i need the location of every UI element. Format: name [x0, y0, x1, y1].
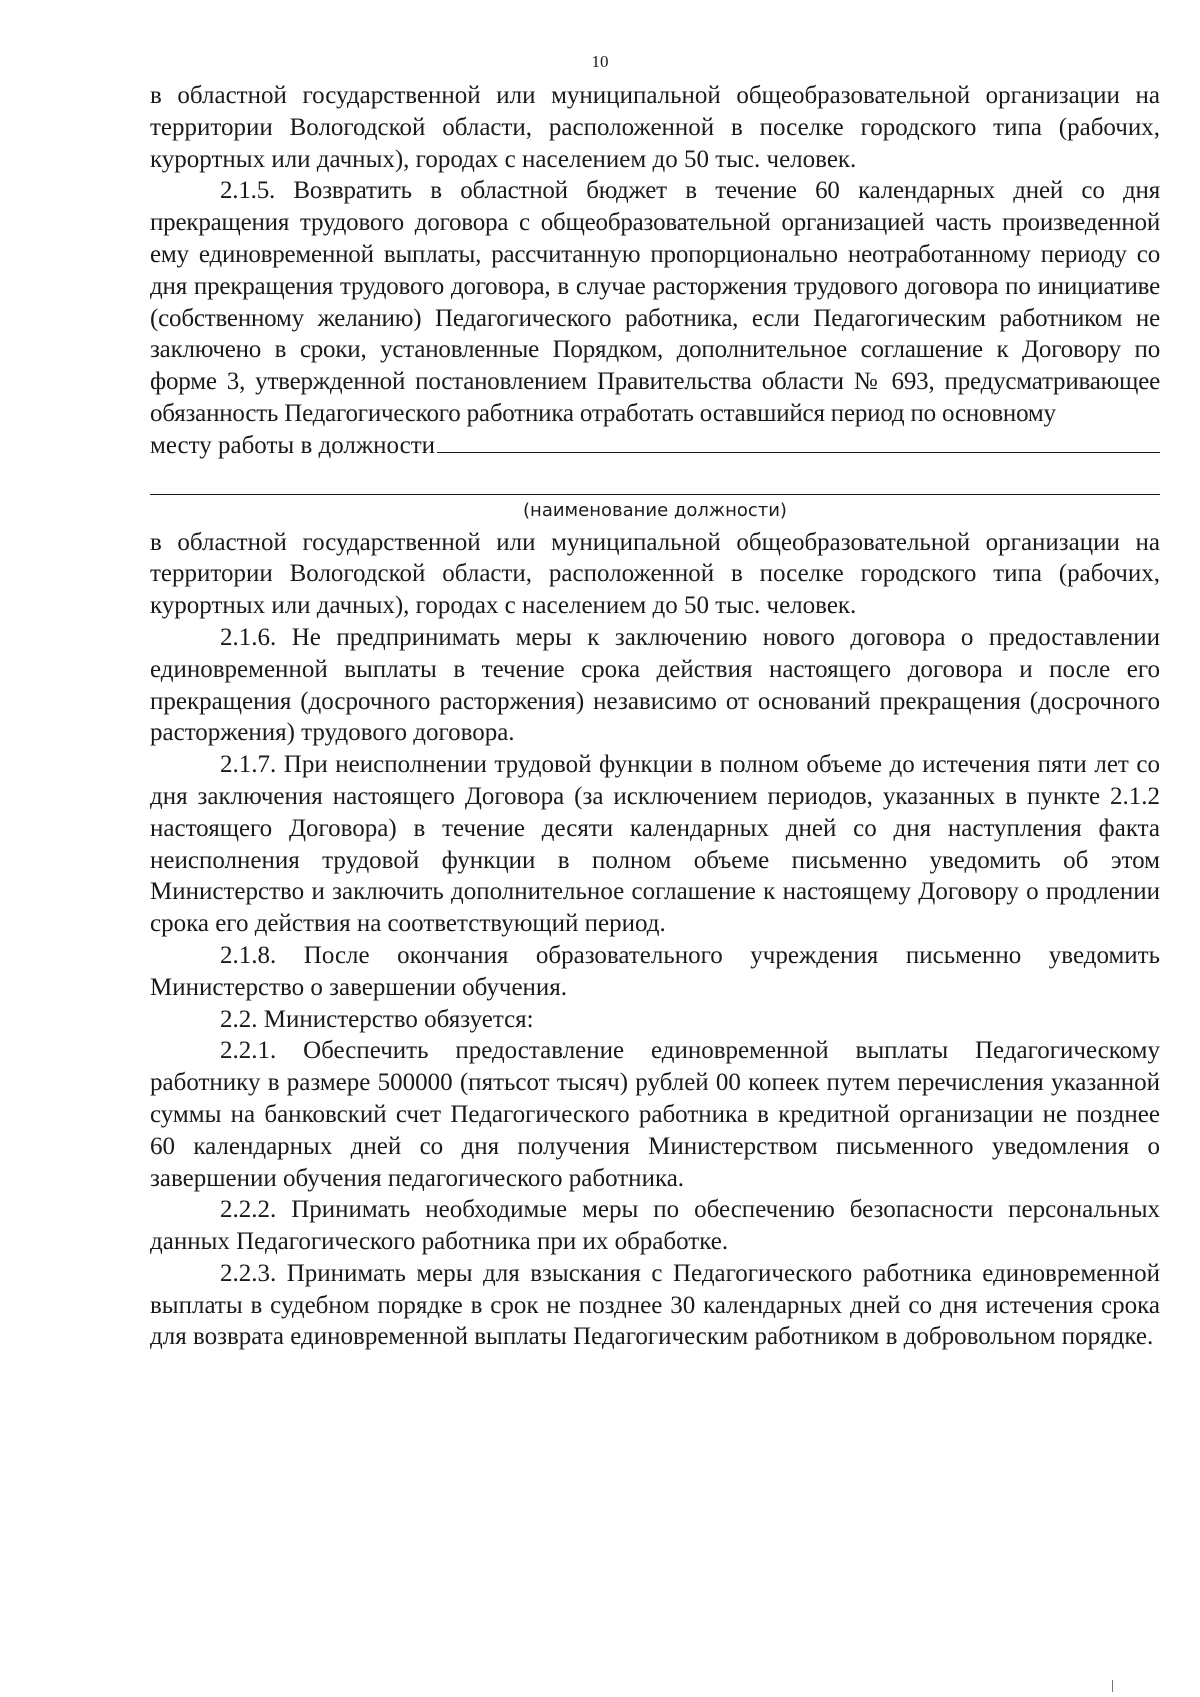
position-caption: (наименование должности): [523, 499, 787, 521]
position-blank-rule: [150, 494, 1160, 495]
paragraph-2-2-2: 2.2.2. Принимать необходимые меры по обеспечению безопасности персональных данных Педагогического работника при их обработке.: [150, 1196, 1160, 1256]
paragraph-continuation: в областной государственной или муниципальной общеобразовательной организации на территории Вологодской области, расположенной в поселке городского типа (рабочих, курортных или дачных), городах с населением до 50 тыс. человек.: [150, 82, 1160, 173]
position-line-label: месту работы в должности: [150, 431, 436, 459]
paragraph-2-1-7: 2.1.7. При неисполнении трудовой функции в полном объеме до истечения пяти лет со дня заключения настоящего Договора (за исключением периодов, указанных в пункте 2.1.2 настоящего Договора) в течение десяти календарных дней со дня наступления факта неисполнения трудовой функции в полном объеме письменно уведомить об этом Министерство и заключить дополнительное соглашение к настоящему Договору о продлении срока его действия на соответствующий период.: [150, 751, 1160, 938]
paragraph-2-1-6: 2.1.6. Не предпринимать меры к заключению нового договора о предоставлении единовременной выплаты в течение срока действия настоящего договора и после его прекращения (досрочного расторжения) независимо от оснований прекращения (досрочного расторжения) трудового договора.: [150, 623, 1160, 747]
paragraph-2-1-8: 2.1.8. После окончания образовательного учреждения письменно уведомить Министерство о завершении обучения.: [150, 941, 1160, 1001]
document-body: [150, 80, 1160, 1353]
position-fill-underline: [437, 430, 1160, 453]
paragraph-2-1-5: 2.1.5. Возвратить в областной бюджет в течение 60 календарных дней со дня прекращения трудового договора с общеобразовательной организацией часть произведенной ему единовременной выплаты, рассчитанную пропорционально неотработанному периоду со дня прекращения трудового договора, в случае расторжения трудового договора по инициативе (собственному желанию) Педагогического работника, если Педагогическим работником не заключено в сроки, установленные Порядком, дополнительное соглашение к Договору по форме 3, утвержденной постановлением Правительства области № 693, предусматривающее обязанность Педагогического работника отработать оставшийся период по основному: [150, 177, 1160, 427]
paragraph-2-2: 2.2. Министерство обязуется:: [220, 1005, 534, 1033]
page-number: 10: [591, 52, 609, 71]
paragraph-organization: в областной государственной или муниципальной общеобразовательной организации на территории Вологодской области, расположенной в поселке городского типа (рабочих, курортных или дачных), городах с населением до 50 тыс. человек.: [150, 528, 1160, 620]
scan-edge-mark: [1112, 1680, 1113, 1692]
paragraph-2-2-1: 2.2.1. Обеспечить предоставление единовременной выплаты Педагогическому работнику в размере 500000 (пятьсот тысяч) рублей 00 копеек путем перечисления указанной суммы на банковский счет Педагогического работника в кредитной организации не позднее 60 календарных дней со дня получения Министерством письменного уведомления о завершении обучения педагогического работника.: [150, 1037, 1160, 1192]
position-blank-line: [150, 430, 1160, 462]
paragraph-2-2-3: 2.2.3. Принимать меры для взыскания с Педагогического работника единовременной выплаты в судебном порядке в срок не позднее 30 календарных дней со дня истечения срока для возврата единовременной выплаты Педагогическим работником в добровольном порядке.: [150, 1259, 1160, 1351]
